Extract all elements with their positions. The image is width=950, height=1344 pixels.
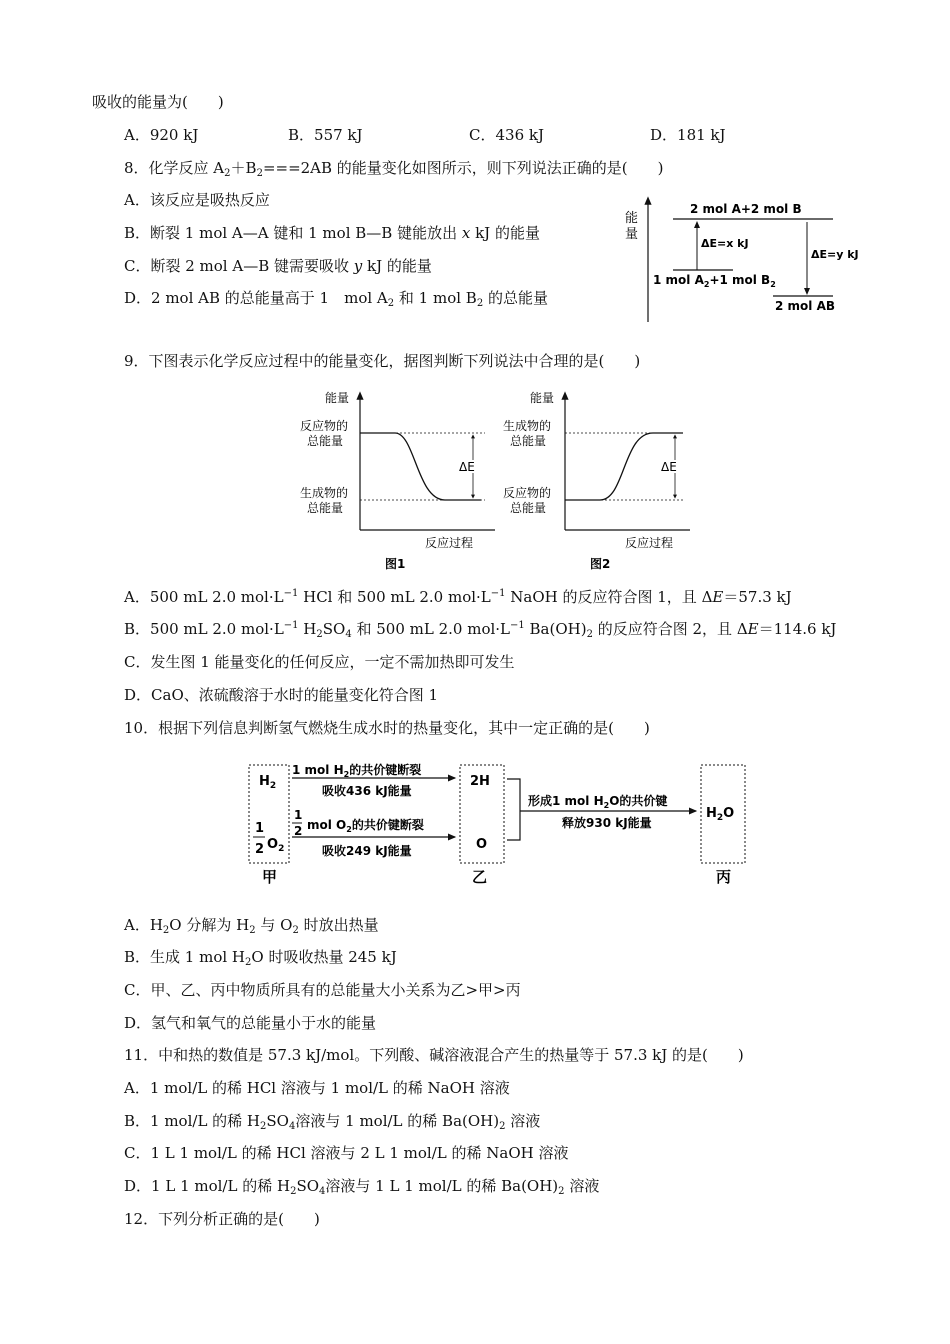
axis-label: 能 xyxy=(625,211,639,226)
svg-text:生成物的: 生成物的 xyxy=(503,419,552,433)
svg-text:2: 2 xyxy=(255,842,265,857)
figure-1 xyxy=(300,390,495,571)
svg-text:ΔE: ΔE xyxy=(661,460,677,474)
q9-option-d: D．CaO、浓硫酸溶于水时的能量变化符合图 1 xyxy=(124,686,439,704)
q11-option-d: D．1 L 1 mol/L 的稀 $H_2SO_4$溶液与 1 L 1 mol/L 的稀 $Ba(OH)_2$ 溶液 xyxy=(124,1177,600,1197)
q8-option-a: A．该反应是吸热反应 xyxy=(124,191,270,209)
svg-text:总能量: 总能量 xyxy=(307,434,344,448)
svg-text:总能量: 总能量 xyxy=(510,501,547,515)
q7-option-a: A．920 kJ xyxy=(124,126,199,144)
q10-stem: 10．根据下列信息判断氢气燃烧生成水时的热量变化，其中一定正确的是( ) xyxy=(124,719,650,737)
figure-1-caption: 图1 xyxy=(385,557,406,571)
dy-label: ΔE=y kJ xyxy=(811,248,859,261)
svg-text:1: 1 xyxy=(255,821,265,836)
q10-option-d: D．氢气和氧气的总能量小于水的能量 xyxy=(124,1014,377,1032)
label-yi: 乙 xyxy=(472,868,488,886)
svg-text:2H: 2H xyxy=(470,774,490,789)
q7-option-c: C．436 kJ xyxy=(469,126,544,144)
q10-option-a: A．$H_2O$ 分解为 $H_2$ 与 $O_2$ 时放出热量 xyxy=(124,916,379,936)
q8-option-c: C．断裂 2 mol A—B 键需要吸收 y kJ 的能量 xyxy=(124,257,432,275)
q8-option-b: B．断裂 1 mol A—A 键和 1 mol B—B 键能放出 x kJ 的能量 xyxy=(124,224,540,242)
q7-option-b: B．557 kJ xyxy=(288,126,363,144)
q11-option-c: C．1 L 1 mol/L 的稀 HCl 溶液与 2 L 1 mol/L 的稀 NaOH 溶液 xyxy=(124,1144,569,1162)
svg-text:量: 量 xyxy=(625,227,639,242)
q7-options xyxy=(124,125,824,145)
svg-text:形成1 mol H2O的共价键: 形成1 mol $H_2O$的共价键 xyxy=(528,794,668,810)
q7-option-d: D．181 kJ xyxy=(650,126,726,144)
mid-level-label: 1 mol $A_2+1$ mol $B_2$ xyxy=(653,273,776,289)
svg-text:ΔE: ΔE xyxy=(459,460,475,474)
svg-text:H2O: $H_2O$ xyxy=(706,806,735,823)
label-bing: 丙 xyxy=(716,868,732,886)
svg-text:吸收249 kJ能量: 吸收249 kJ能量 xyxy=(322,844,412,858)
svg-text:反应过程: 反应过程 xyxy=(425,536,474,550)
q9-stem: 9．下图表示化学反应过程中的能量变化，据图判断下列说法中合理的是( ) xyxy=(124,352,641,370)
box-jia-h2: $H_2$ xyxy=(259,774,277,791)
q9-option-b: B．500 mL 2.0 $mol\cdot L^{-1}$ $H_2SO_4$ 和 500 mL 2.0 $mol\cdot L^{-1}$ $Ba(OH)_2$ 的反应符合图 2，且 ΔE＝114.6 kJ xyxy=(124,620,837,640)
q9-option-a: A．500 mL 2.0 $mol\cdot L^{-1}$ HCl 和 500 mL 2.0 $mol\cdot L^{-1}$ NaOH 的反应符合图 1，且 ΔE＝57.3 kJ xyxy=(124,588,792,606)
q11-option-b: B．1 mol/L 的稀 $H_2SO_4$溶液与 1 mol/L 的稀 $Ba(OH)_2$ 溶液 xyxy=(124,1112,541,1132)
q10-option-b: B．生成 1 mol $H_2O$ 时吸收热量 245 kJ xyxy=(124,948,397,968)
label-jia: 甲 xyxy=(262,868,278,886)
svg-text:释放930 kJ能量: 释放930 kJ能量 xyxy=(562,816,652,830)
q9-figures xyxy=(285,385,705,575)
dx-label: ΔE=x kJ xyxy=(701,237,749,250)
q8-stem: 8．化学反应 $A_2+B_2===2AB$ 的能量变化如图所示，则下列说法正确的是( ) xyxy=(124,159,664,179)
figure-2 xyxy=(503,390,690,571)
figure-2-caption: 图2 xyxy=(590,557,611,571)
q11-option-a: A．1 mol/L 的稀 HCl 溶液与 1 mol/L 的稀 NaOH 溶液 xyxy=(124,1079,510,1097)
svg-text:总能量: 总能量 xyxy=(510,434,547,448)
svg-text:2: 2 xyxy=(294,824,303,838)
q11-stem: 11．中和热的数值是 57.3 kJ/mol。下列酸、碱溶液混合产生的热量等于 57.3 kJ 的是( ) xyxy=(124,1046,744,1064)
q9-option-c: C．发生图 1 能量变化的任何反应，一定不需加热即可发生 xyxy=(124,653,515,671)
q8-option-d: D．2 mol AB 的总能量高于 1 mol $A_2$ 和 1 mol $B_2$ 的总能量 xyxy=(124,289,548,309)
q10-option-c: C．甲、乙、丙中物质所具有的总能量大小关系为乙>甲>丙 xyxy=(124,981,521,999)
q8-energy-diagram xyxy=(615,192,875,327)
svg-text:反应物的: 反应物的 xyxy=(503,486,552,500)
svg-text:反应过程: 反应过程 xyxy=(625,536,674,550)
box-jia-o2: $O_2$ xyxy=(267,837,285,854)
svg-text:O: O xyxy=(476,837,488,852)
svg-text:mol O2的共价键断裂: mol $O_2$的共价键断裂 xyxy=(307,818,424,834)
q10-diagram xyxy=(240,755,760,890)
svg-text:吸收436 kJ能量: 吸收436 kJ能量 xyxy=(322,784,412,798)
svg-text:生成物的: 生成物的 xyxy=(300,486,349,500)
q7-tail: 吸收的能量为( ) xyxy=(92,93,224,111)
svg-text:总能量: 总能量 xyxy=(307,501,344,515)
svg-text:1: 1 xyxy=(294,808,303,822)
bottom-level-label: 2 mol AB xyxy=(775,299,835,313)
svg-text:能量: 能量 xyxy=(325,391,350,405)
svg-text:反应物的: 反应物的 xyxy=(300,419,349,433)
svg-text:1 mol H2的共价键断裂: 1 mol $H_2$的共价键断裂 xyxy=(292,763,422,779)
q12-stem: 12．下列分析正确的是( ) xyxy=(124,1210,320,1228)
top-level-label: 2 mol A+2 mol B xyxy=(690,202,802,216)
svg-text:能量: 能量 xyxy=(530,391,555,405)
